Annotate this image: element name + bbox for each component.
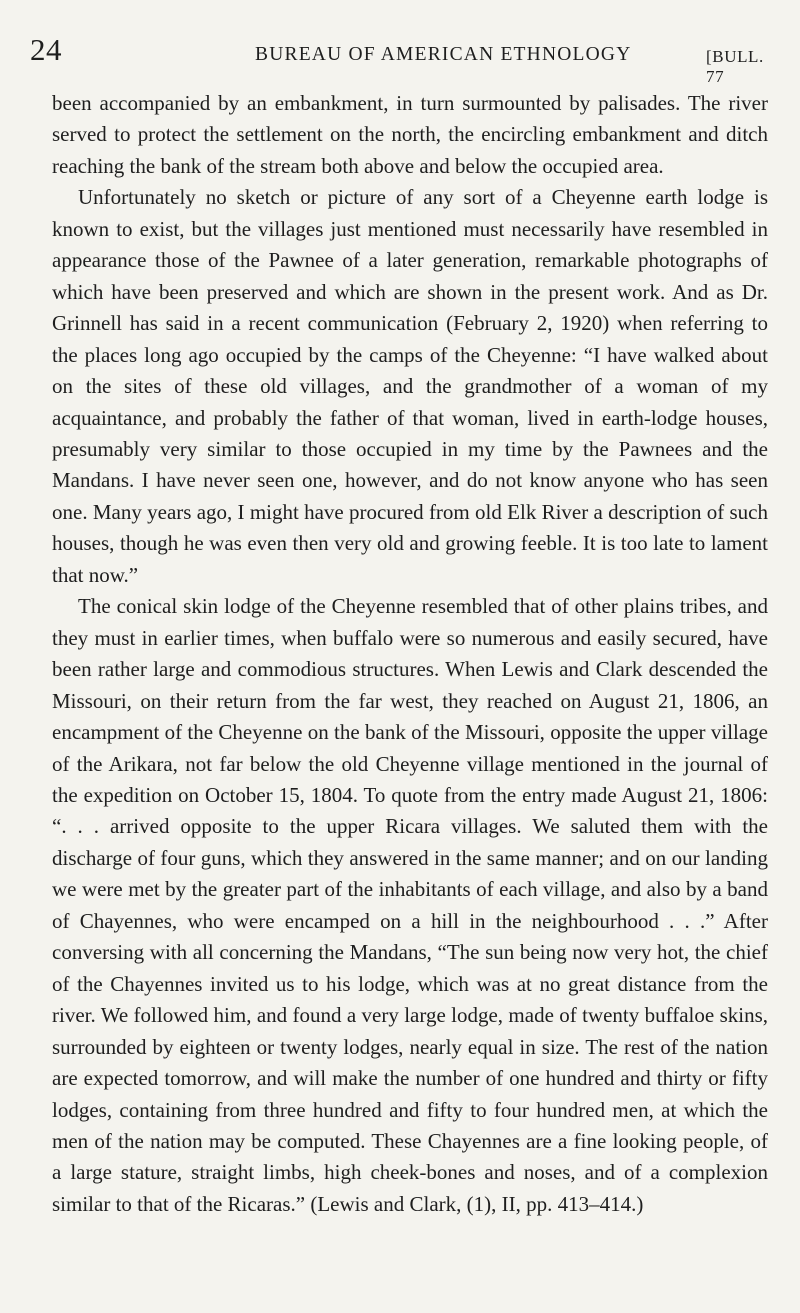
running-title: BUREAU OF AMERICAN ETHNOLOGY [255, 44, 632, 65]
paragraph-continued: been accompanied by an embankment, in turn surmounted by palisades. The river served to protect the settlement on the north, the encircling embankment and ditch reaching the bank of the stream both above and below the occupied area. [52, 91, 768, 178]
paragraph-skin-lodge: The conical skin lodge of the Cheyenne resembled that of other plains tribes, and they must in earlier times, when buffalo were so numerous and easily secured, have been rather large and commodious structures. When Lewis and Clark descended the Missouri, on their return from the far west, they reached on August 21, 1806, an encampment of the Cheyenne on the bank of the Missouri, opposite the upper village of the Arikara, not far below the old Cheyenne village mentioned in the journal of the expedition on October 15, 1804. To quote from the entry made August 21, 1806: “. . . arrived opposite to the upper Ricara villages. We saluted them with the discharge of four guns, which they answered in the same manner; and on our landing we were met by the greater part of the inhabitants of each village, and also by a band of Chayennes, who were encamped on a hill in the neighbourhood . . .” After conversing with all concerning the Mandans, “The sun being now very hot, the chief of the Chayennes invited us to his lodge, which was at no great distance from the river. We followed him, and found a very large lodge, made of twenty buffaloe skins, surrounded by eighteen or twenty lodges, nearly equal in size. The rest of the nation are expected tomorrow, and will make the number of one hundred and thirty or fifty lodges, containing from three hundred and fifty to four hundred men, at which the men of the nation may be computed. These Chayennes are a fine looking people, of a large stature, straight limbs, high cheek-bones and noses, and of a complexion similar to that of the Ricaras.” (Lewis and Clark, (1), II, pp. 413–414.) [52, 594, 768, 1216]
page-header [30, 32, 785, 86]
body-text [52, 88, 768, 1220]
bulletin-reference: [BULL. 77 [706, 47, 764, 86]
paragraph-earth-lodge: Unfortunately no sketch or picture of any sort of a Cheyenne earth lodge is known to exist, but the villages just mentioned must necessarily have resembled in appearance those of the Pawnee of a later generation, remarkable photographs of which have been preserved and which are shown in the present work. And as Dr. Grinnell has said in a recent communication (February 2, 1920) when referring to the places long ago occupied by the camps of the Cheyenne: “I have walked about on the sites of these old villages, and the grandmother of a woman of my acquaintance, and probably the father of that woman, lived in earth-lodge houses, presumably very similar to those occupied in my time by the Pawnees and the Mandans. I have never seen one, however, and do not know anyone who has seen one. Many years ago, I might have procured from old Elk River a description of such houses, though he was even then very old and growing feeble. It is too late to lament that now.” [52, 185, 768, 587]
page-number: 24 [30, 32, 62, 67]
